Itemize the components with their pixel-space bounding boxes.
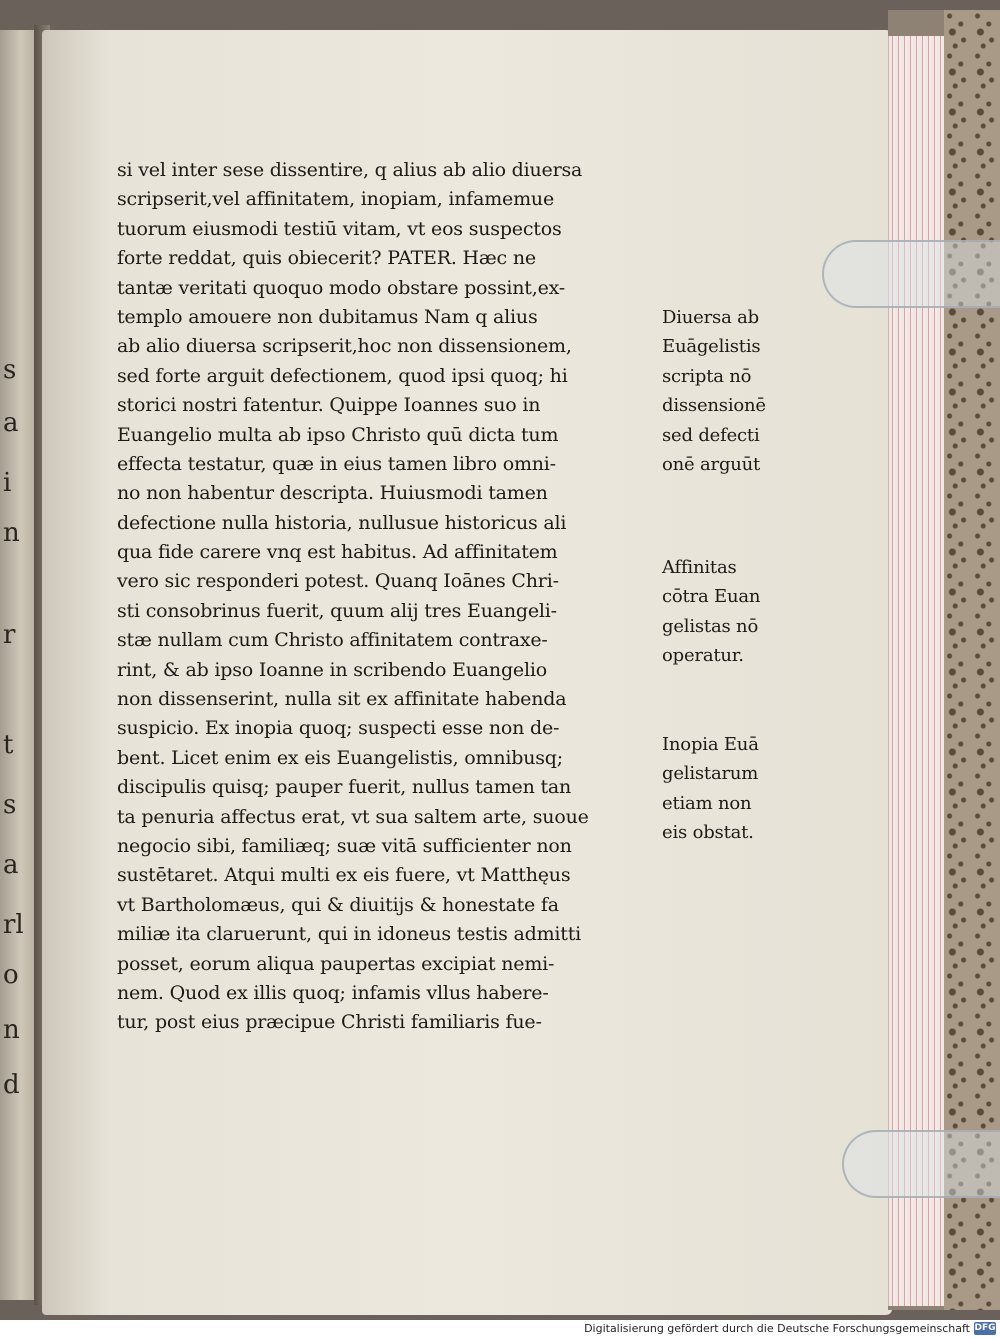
cover-marbling	[944, 10, 1000, 1310]
left-letter: d	[3, 1070, 20, 1100]
marginal-note	[662, 553, 792, 671]
left-letter: n	[3, 518, 20, 548]
marginal-note	[662, 730, 792, 848]
digitization-footer	[0, 1320, 1000, 1338]
text-line: vt Bartholomæus, qui & diuitijs & honestate fa	[117, 893, 559, 916]
marginal-note-line: operatur.	[662, 645, 744, 667]
left-letter: rl	[3, 910, 24, 940]
left-letter: s	[3, 355, 17, 385]
text-line: sti consobrinus fuerit, quum alij tres Euangeli-	[117, 599, 557, 622]
text-line: qua fide carere vnq est habitus. Ad affinitatem	[117, 541, 558, 564]
marginal-note-line: Euāgelistis	[662, 336, 761, 358]
footer-credit: Digitalisierung gefördert durch die Deutsche Forschungsgemeinschaft	[584, 1322, 970, 1335]
text-line: vero sic responderi potest. Quanq Ioānes Chri-	[117, 570, 559, 593]
marginal-note-line: Affinitas	[662, 557, 737, 578]
marginal-note-line: gelistarum	[662, 763, 759, 785]
text-line: sustētaret. Atqui multi ex eis fuere, vt Matthęus	[117, 864, 571, 887]
page-edges	[888, 36, 945, 1306]
marginal-note-line: sed defecti	[662, 424, 760, 446]
text-line: bent. Licet enim ex eis Euangelistis, omnibusq;	[117, 746, 563, 769]
marginal-note-line: eis obstat.	[662, 822, 754, 844]
text-line: no non habentur descripta. Huiusmodi tamen	[117, 482, 548, 505]
text-line: effecta testatur, quæ in eius tamen libro omni-	[117, 452, 556, 475]
text-line: posset, eorum aliqua paupertas excipiat nemi-	[117, 952, 555, 975]
main-text-block	[117, 156, 657, 1038]
text-line: negocio sibi, familiæq; suæ vitā sufficienter non	[117, 834, 572, 857]
left-letter: s	[3, 790, 17, 820]
left-letter: n	[3, 1015, 20, 1045]
marginal-note-line: etiam non	[662, 792, 752, 814]
text-line: forte reddat, quis obiecerit? PATER. Hæc ne	[117, 247, 536, 270]
text-line: si vel inter sese dissentire, q alius ab alio diuersa	[117, 159, 583, 181]
previous-page-letters	[0, 30, 38, 1300]
left-letter: t	[3, 730, 14, 760]
marginal-note-line: dissensionē	[662, 395, 766, 417]
text-line: tantæ veritati quoquo modo obstare possint,ex-	[117, 276, 566, 299]
dfg-logo: DFG	[974, 1323, 996, 1333]
left-letter: a	[3, 408, 19, 438]
marginal-note	[662, 303, 792, 479]
page-clip-top	[822, 240, 1000, 308]
left-letter: r	[3, 620, 16, 650]
left-letter: i	[3, 468, 12, 498]
text-line: tur, post eius præcipue Christi familiaris fue-	[117, 1011, 542, 1034]
text-line: discipulis quisq; pauper fuerit, nullus tamen tan	[117, 776, 572, 799]
text-line: suspicio. Ex inopia quoq; suspecti esse non de-	[117, 717, 560, 740]
marginal-note-line: cōtra Euan	[662, 586, 761, 608]
left-letter: o	[3, 960, 19, 990]
text-line: defectione nulla historia, nullusue historicus ali	[117, 511, 567, 534]
marginal-note-line: Diuersa ab	[662, 307, 759, 328]
text-line: templo amouere non dubitamus Nam q alius	[117, 305, 538, 328]
text-line: stæ nullam cum Christo affinitatem contraxe-	[117, 629, 548, 652]
marginal-note-line: gelistas nō	[662, 615, 759, 637]
text-line: scripserit,vel affinitatem, inopiam, infamemue	[117, 188, 555, 211]
text-line: ta penuria affectus erat, vt sua saltem arte, suoue	[117, 805, 589, 828]
text-line: nem. Quod ex illis quoq; infamis vllus habere-	[117, 981, 549, 1004]
text-line: storici nostri fatentur. Quippe Ioannes suo in	[117, 394, 541, 417]
marginal-note-line: Inopia Euā	[662, 734, 759, 755]
text-line: ab alio diuersa scripserit,hoc non dissensionem,	[117, 335, 572, 358]
left-letter: a	[3, 850, 19, 880]
marginal-note-line: onē arguūt	[662, 453, 761, 475]
text-line: Euangelio multa ab ipso Christo quū dicta tum	[117, 423, 559, 446]
previous-page-edge	[0, 30, 38, 1300]
text-line: tuorum eiusmodi testiū vitam, vt eos suspectos	[117, 217, 562, 240]
text-line: miliæ ita claruerunt, qui in idoneus testis admitti	[117, 923, 582, 946]
marginal-note-line: scripta nō	[662, 365, 752, 387]
text-line: sed forte arguit defectionem, quod ipsi quoq; hi	[117, 364, 568, 387]
text-line: rint, & ab ipso Ioanne in scribendo Euangelio	[117, 658, 547, 681]
page-clip-bottom	[842, 1130, 1000, 1198]
text-line: non dissenserint, nulla sit ex affinitate habenda	[117, 688, 567, 711]
